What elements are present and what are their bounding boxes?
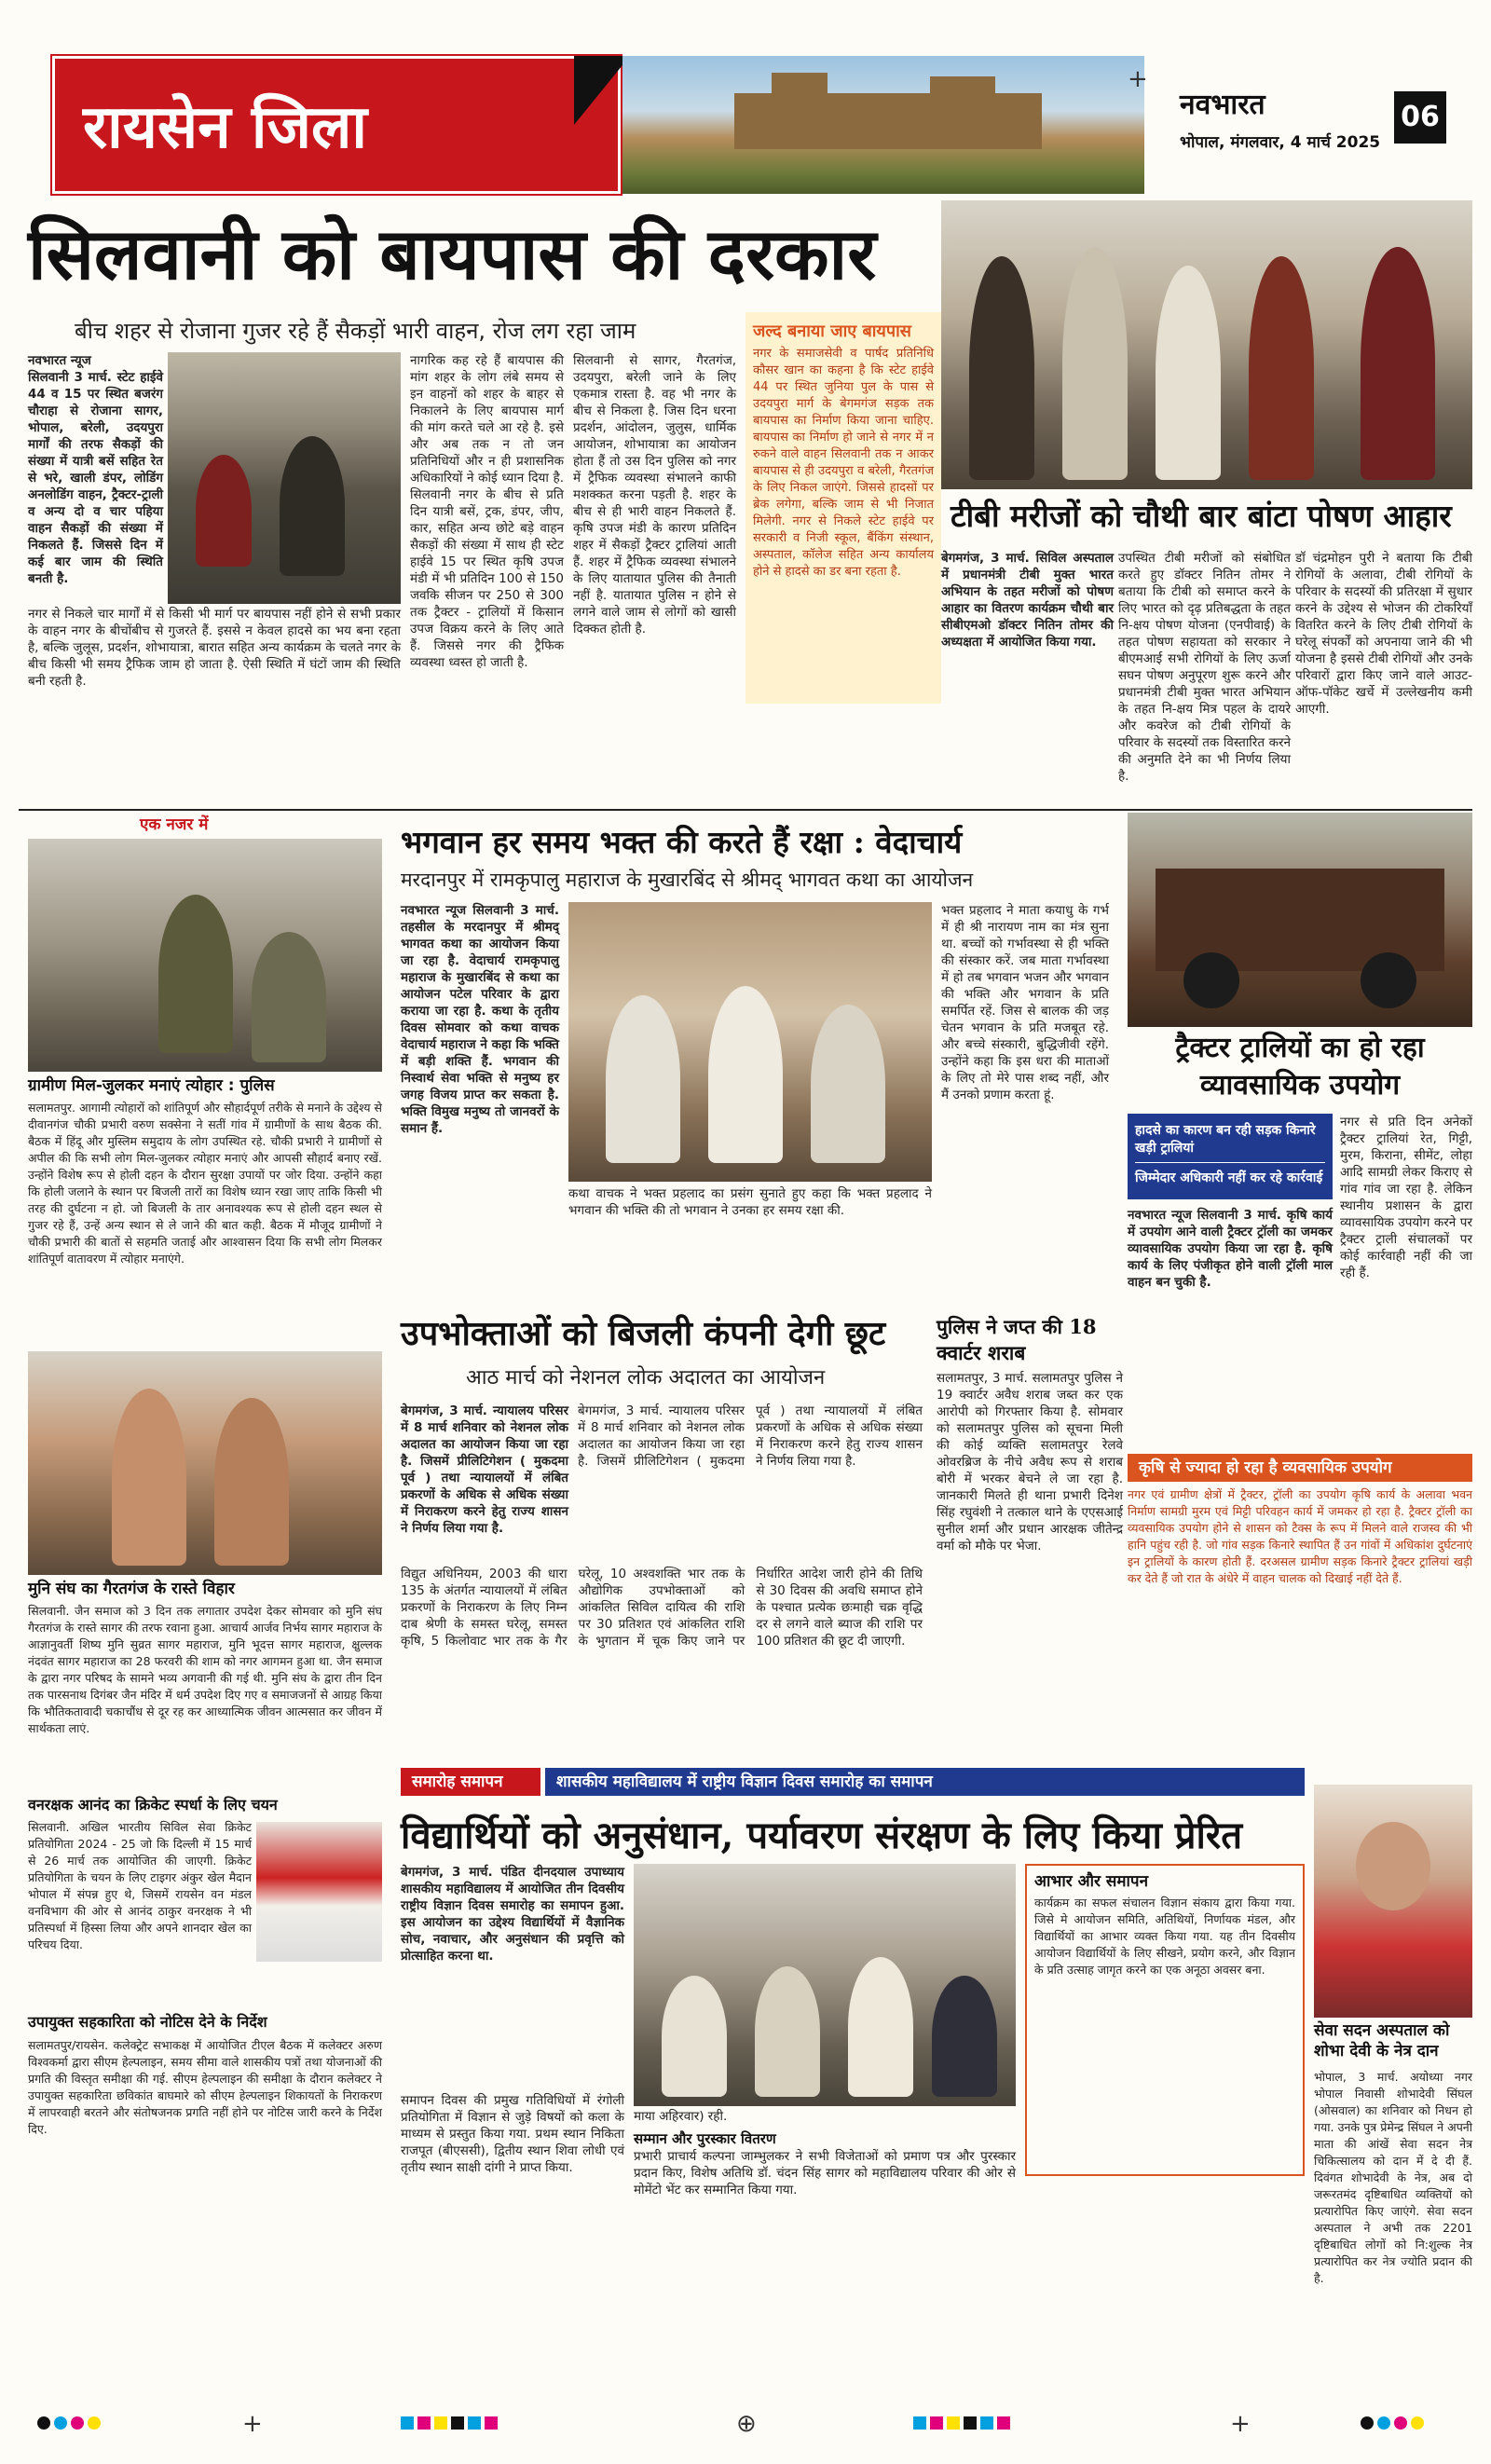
edition-date: भोपाल, मंगलवार, 4 मार्च 2025	[1180, 133, 1381, 152]
police-meeting-photo	[28, 839, 382, 1072]
ek-nazar-label: एक नजर में	[140, 815, 209, 834]
abhar-title: आभार और समापन	[1034, 1872, 1149, 1891]
cricket-title: वनरक्षक आनंद का क्रिकेट स्पर्धा के लिए चयन	[28, 1796, 278, 1814]
page-number: 06	[1394, 91, 1446, 144]
lead-intro: सिलवानी 3 मार्च. स्टेट हाईवे 44 व 15 पर स्थित बजरंग चौराहा से रोजाना सागर, भोपाल, बरेली, उदयपुरा मार्गों की तरफ सैकड़ों की संख्या में यात्री बसें सहित रेत से भरे, खाली डंपर, लोडिंग अनलोडिंग वाहन, ट्रैक्टर-ट्राली व अन्य दो व चार पहिया वाहन सैकड़ों की संख्या में निकलते हैं. जिससे दिन में कई बार जाम की स्थिति बनती है.	[28, 370, 163, 586]
section-title: रायसेन जिला	[52, 56, 621, 194]
bhagwan-subhead: मरदानपुर में रामकृपालु महाराज के मुखारबिंद से श्रीमद् भागवत कथा का आयोजन	[401, 869, 974, 891]
tractor-callout	[1128, 1114, 1333, 1199]
krishi-title: कृषि से ज्यादा हो रहा है व्यवसायिक उपयोग	[1128, 1454, 1472, 1482]
bhagwan-caption: कथा वाचक ने भक्त प्रहलाद का प्रसंग सुनाते हुए कहा कि भक्त प्रहलाद ने भगवान की भक्ति की तो भगवान ने उनका हर समय रक्षा की.	[568, 1186, 932, 1218]
tb-col-3: डॉ चंद्रमोहन पुरी ने बताया कि टीबी रोगियों के अलावा, टीबी रोगियों के परिवार के सदस्यों की प्रतिरक्षा में सुधार करने के उद्देश्य से भोजन की टोकरियाँ वितरित करने के लिए टीबी रोगियों के घरेलू संपर्कों को अपनाया जाने की भी योजना है इससे टीबी रोगियों और उनके परिवारों द्वारा किए जाने वाले आउट-ऑफ-पॉकेट खर्चे में उल्लेखनीय कमी आएगी.	[1295, 551, 1472, 717]
abhar-box	[1025, 1864, 1305, 2176]
callout-1: हादसे का कारण बन रही सड़क किनारे खड़ी ट्रालियां	[1135, 1123, 1316, 1156]
bypass-sidebar	[746, 312, 941, 704]
samaroh-tag: समारोह समापन	[401, 1768, 540, 1796]
shobha-devi-photo	[1314, 1785, 1472, 2018]
lead-dateline: नवभारत न्यूज	[28, 353, 91, 368]
katha-crowd-photo	[568, 902, 932, 1182]
students-photo	[634, 1864, 1016, 2106]
krishi-text: नगर एवं ग्रामीण क्षेत्रों में ट्रैक्टर, ट्रॉली का उपयोग कृषि कार्य के अलावा भवन निर्माण सामग्री मुरम एवं मिट्टी परिवहन कार्य में जमकर हो रहा है. ट्रैक्टर ट्रॉली का व्यवसायिक उपयोग होने से शासन को टैक्स के रूप में मिलने वाले राजस्व की भी हानि पहुंच रही है. जो गांव सड़क किनारे स्थापित हैं उन गांवों में अधिकांश दुर्घटनाएं इन ट्रालियों के कारण होती हैं. दरअसल ग्रामीण सड़क किनारे ट्रैक्टर ट्रालियां खड़ी कर देते हैं जो रात के अंधेरे में वाहन चालक को दिखाई नहीं देते हैं.	[1128, 1487, 1472, 1585]
callout-2: जिम्मेदार अधिकारी नहीं कर रहे कार्रवाई	[1135, 1162, 1325, 1186]
traffic-photo	[168, 352, 401, 604]
tb-headline: टीबी मरीजों को चौथी बार बांटा पोषण आहार	[951, 498, 1452, 534]
vidyarthi-intro: बेगमगंज, 3 मार्च. पंडित दीनदयाल उपाध्याय शासकीय महाविद्यालय में आयोजित तीन दिवसीय राष्ट्रीय विज्ञान दिवस समारोह का समापन हुआ. इस आयोजन का उद्देश्य विद्यार्थियों में वैज्ञानिक सोच, नवाचार, और अनुसंधान की प्रवृत्ति को प्रोत्साहित करना था.	[401, 1865, 624, 1964]
muni-vihar-photo	[28, 1351, 382, 1575]
bhagwan-intro: नवभारत न्यूज सिलवानी 3 मार्च. तहसील के मरदानपुर में श्रीमद् भागवत कथा का आयोजन किया जा रहा है. वेदाचार्य रामकृपालु महाराज के मुखारबिंद से कथा का आयोजन पटेल परिवार के द्वारा कराया जा रहा है. कथा के तृतीय दिवस सोमवार को कथा वाचक वेदाचार्य महाराज ने कहा कि भक्ति में बड़ी शक्ति हैं. भगवान की निस्वार्थ सेवा भक्ति से मनुष्य हर जगह विजय प्राप्त कर सकता है. भक्ति विमुख मनुष्य तो जानवरों के समान हैं.	[401, 903, 559, 1136]
tractor-headline: ट्रैक्टर ट्रालियों का हो रहा व्यावसायिक उपयोग	[1175, 1032, 1425, 1102]
tractor-body: नगर से प्रति दिन अनेकों ट्रैक्टर ट्रालियां रेत, गिट्टी, मुरम, किराना, सीमेंट, लोहा आदि सामग्री लेकर किराए से गांव गांव जा रहा है. लेकिन स्थानीय प्रशासन के द्वारा व्यावसायिक उपयोग करने पर ट्रैक्टर ट्राली संचालकों पर कोई कार्रवाही नहीं की जा रही हैं.	[1340, 1115, 1472, 1280]
bhagwan-headline: भगवान हर समय भक्त की करते हैं रक्षा : वेदाचार्य	[401, 824, 963, 860]
color-registration-bar: + ⊕ +	[0, 2406, 1491, 2443]
bijli-body: विद्युत अधिनियम, 2003 की धारा 135 के अंतर्गत न्यायालयों में लंबित प्रकरणों के निराकरण के लिए निम्न दाब श्रेणी के समस्त घरेलू, समस्त कृषि, 5 किलोवाट भार तक के गैर घरेलू, 10 अश्वशक्ति भार तक के औद्योगिक उपभोक्ताओं को आंकलित सिविल दायित्व की राशि पर 30 प्रतिशत एवं आंकलित राशि के भुगतान में चूक किए जाने पर निर्धारित आदेश जारी होने की तिथि से 30 दिवस की अवधि समाप्त होने के पश्चात प्रत्येक छःमाही चक्र वृद्धि दर से लगने वाले ब्याज की राशि पर 100 प्रतिशत की छूट दी जाएगी.	[401, 1567, 923, 1649]
seva-body: भोपाल, 3 मार्च. अयोध्या नगर भोपाल निवासी शोभादेवी सिंघल (ओसवाल) का शनिवार को निधन हो गया. उनके पुत्र प्रेमेन्द्र सिंघल ने अपनी माता की आंखें सेवा सदन नेत्र चिकित्सालय को दान में दे दी हैं. दिवंगत शोभादेवी के नेत्र, अब दो जरूरतमंद दृष्टिबाधित व्यक्तियों को प्रत्यारोपित किए जाएंगे. सेवा सदन अस्पताल ने अभी तक 2201 दृष्टिबाधित लोगों को नि:शुल्क नेत्र प्रत्यारोपित कर नेत्र ज्योति प्रदान की है.	[1314, 2070, 1472, 2285]
police-text: सलामतपुर. आगामी त्योहारों को शांतिपूर्ण और सौहार्दपूर्ण तरीके से मनाने के उद्देश्य से दीवानगंज चौकी प्रभारी वरुण सक्सेना ने सतीं गांव में ग्रामीणों के साथ बैठक की. बैठक में हिंदू और मुस्लिम समुदाय के लोग उपस्थित रहे. चौकी प्रभारी ने ग्रामीणों से अपील की कि सभी लोग मिल-जुलकर त्योहार मनाएं और आपसी सौहार्द बनाए रखें. उन्होंने विशेष रूप से होली दहन के दौरान सुरक्षा उपायों पर जोर दिया. उन्होंने कहा कि होली जलाने के स्थान पर बिजली तारों का विशेष ध्यान रखा जाए ताकि किसी भी तरह की दुर्घटना न हो. जो बिजली के तार अनावश्यक रूप से होली दहन स्थल से गुजर रहे हैं, उन्हें अन्य स्थान से ले जाने की बात कही. बैठक में मौजूद ग्रामीणों ने चौकी प्रभारी की बातों से सहमति जताई और आश्वासन दिया कि सभी लोग मिलकर शांतिपूर्ण वातावरण में त्योहार मनाएंगे.	[28, 1101, 382, 1266]
samaroh-tag-text: शासकीय महाविद्यालय में राष्ट्रीय विज्ञान दिवस समारोह का समापन	[545, 1768, 1305, 1796]
tractor-intro: नवभारत न्यूज सिलवानी 3 मार्च. कृषि कार्य में उपयोग आने वाली ट्रैक्टर ट्रॉली का जमकर व्यावसायिक उपयोग किया जा रहा है. कृषि कार्य के लिए पंजीकृत होने वाली ट्रॉली माल वाहन बन चुकी है.	[1128, 1208, 1333, 1290]
samman-title: सम्मान और पुरस्कार वितरण	[634, 2130, 776, 2147]
sharab-body: सलामतपुर, 3 मार्च. सलामतपुर पुलिस ने 19 क्वार्टर अवैध शराब जब्त कर एक आरोपी को गिरफ्तार किया है. सोमवार को सलामतपुर पुलिस को सूचना मिली की कोई व्यक्ति सलामतपुर रेलवे ओवरब्रिज के नीचे अवैध रूप से शराब बोरी में भरकर बेचने ले जा रहा है. जानकारी मिलते ही थाना प्रभारी दिनेश सिंह रघुवंशी ने तत्काल थाने के एएसआई सुनील शर्मा और प्रधान आरक्षक जीतेन्द्र वर्मा को मौके पर भेजा.	[937, 1371, 1123, 1554]
bijli-headline: उपभोक्ताओं को बिजली कंपनी देगी छूट	[401, 1314, 886, 1353]
lead-body-3: सिलवानी से सागर, गैरतगंज, उदयपुरा, बरेली जाने के लिए एकमात्र रास्ता है. वह भी नगर के बीच से निकला है. जिस दिन धरना प्रदर्शन, आंदोलन, जुलुस, धार्मिक आयोजन, शोभायात्रा का आयोजन होता हैं तो उस दिन पुलिस को नगर में ट्रैफिक व्यवस्था संभालने काफी मशक्कत करना पड़ती है. शहर के बीच से ही भारी वाहन निकलते हैं. कृषि उपज मंडी के कारण प्रतिदिन शहर में सैकड़ों ट्रैक्टर ट्रालियां आती हैं. शहर में ट्रैफिक व्यवस्था संभालने के लिए यातायात पुलिस की तैनाती नहीं है. यातायात पुलिस न होने से लगने वाले जाम से लोगों को खासी दिक्कत होती है.	[573, 353, 736, 637]
tb-col-1: उपस्थित टीबी मरीजों को संबोधित करते हुए डॉक्टर नितिन तोमर ने बताया कि टीबी को समाप्त करने के लिए भारत को दृढ़ प्रतिबद्धता के तहत नि-क्षय पोषण योजना (एनपीवाई) के तहत पोषण सहायता को सरकार ने बीएमआई सभी रोगियों के लिए ऊर्जा सघन पोषण अनुपूरण शुरू करने और प्रधानमंत्री टीबी मुक्त भारत अभियान के तहत नि-क्षय मित्र पहल के दायरे और कवरेज को टीबी रोगियों के परिवार के सदस्यों तक विस्तारित करने की अनुमति देने का भी निर्णय लिया है.	[1118, 551, 1291, 784]
lead-body-2: नागरिक कह रहे हैं बायपास की मांग शहर के लोग लंबे समय से इन वाहनों को शहर के बाहर से निकालने के लिए बायपास मार्ग की मांग करते चले आ रहे है. इसे और अब तक न तो जन प्रतिनिधियों और न ही प्रशासनिक अधिकारियों ने कोई ध्यान दिया है. सिलवानी नगर के बीच से प्रति दिन यात्री बसें, ट्रक, डंपर, जीप, कार, सहित अन्य छोटे बड़े वाहन सैकड़ों की संख्या में साथ ही स्टेट हाईवे 15 पर स्थित कृषि उपज मंडी में भी प्रतिदिन 100 से 150 जवकि सीजन पर 250 से 300 तक ट्रैक्टर - ट्रालियों में किसान उपज विक्रय करने के लिए आते हैं. जिससे नगर की ट्रैफिक व्यवस्था ध्वस्त हो जाती है.	[410, 353, 564, 670]
bijli-subhead: आठ मार्च को नेशनल लोक अदालत का आयोजन	[466, 1366, 826, 1389]
police-title: ग्रामीण मिल-जुलकर मनाएं त्योहार : पुलिस	[28, 1076, 275, 1095]
muni-title: मुनि संघ का गैरतगंज के रास्ते विहार	[28, 1580, 235, 1598]
tb-group-photo	[941, 200, 1472, 489]
bijli-intro: बेगमगंज, 3 मार्च. न्यायालय परिसर में 8 मार्च शनिवार को नेशनल लोक अदालत का आयोजन किया जा रहा है. जिसमें प्रीलिटिगेशन ( मुकदमा पूर्व ) तथा न्यायालयों में लंबित प्रकरणों के अधिक से अधिक संख्या में निराकरण करने हेतु राज्य शासन ने निर्णय लिया गया है.	[401, 1403, 568, 1536]
tractor-trolley-photo	[1128, 813, 1472, 1027]
sharab-headline: पुलिस ने जप्त की 18 क्वार्टर शराब	[937, 1315, 1097, 1364]
masthead-triangle	[574, 56, 630, 125]
bhagwan-body: भक्त प्रहलाद ने माता कयाधु के गर्भ में ही श्री नारायण नाम का मंत्र सुना था. बच्चों को गर्भावस्था से ही भक्ति की संस्कार करें. जब माता गर्भावस्था में हो तब भगवान भजन और भगवान की भक्ति और भगवान के प्रति समर्पित रहें. जिस से बालक की जड़ चेतन भगवान के प्रति मजबूत रहे. और बच्चे संस्कारी, बुद्धिजीवी रहेंगे. उन्होंने कहा कि इस धरा की माताओं के लिए तो मेरे पास शब्द नहीं, और मैं उनको प्रणाम करता हूं.	[941, 903, 1109, 1102]
brand-logo: नवभारत	[1180, 89, 1265, 121]
masthead	[52, 56, 1469, 194]
registration-mark: +	[1128, 65, 1148, 93]
lead-subhead: बीच शहर से रोजाना गुजर रहे हैं सैकड़ों भारी वाहन, रोज लग रहा जाम	[75, 318, 636, 344]
cricket-text: सिलवानी. अखिल भारतीय सिविल सेवा क्रिकेट प्रतियोगिता 2024 - 25 जो कि दिल्ली में 15 मार्च से 26 मार्च तक आयोजित की जाएगी. क्रिकेट प्रतियोगिता के चयन के लिए टाइगर अंकुर खेल मैदान भोपाल में संपन्न हुए थे, जिसमें रायसेन वन मंडल वनविभाग की ओर से आनंद ठाकुर वनरक्षक ने भी प्रतिस्पर्धा में हिस्सा लिया और अपने शानदार खेल का परिचय दिया.	[28, 1820, 252, 1951]
abhar-text: कार्यक्रम का सफल संचालन विज्ञान संकाय द्वारा किया गया. जिसे मे आयोजन समिति, अतिथियों, निर्णायक मंडल, और विद्यार्थियों का आभार व्यक्त किया गया. यह तीन दिवसीय आयोजन विद्यार्थियों के लिए सीखने, प्रयोग करने, और विज्ञान के प्रति उत्साह जागृत करने का एक अनूठा अवसर बना.	[1034, 1896, 1295, 1977]
divider	[19, 809, 1472, 811]
coop-title: उपायुक्त सहकारिता को नोटिस देने के निर्देश	[28, 2013, 267, 2031]
bijli-body-cont: बेगमगंज, 3 मार्च. न्यायालय परिसर में 8 मार्च शनिवार को नेशनल लोक अदालत का आयोजन किया जा रहा है. जिसमें प्रीलिटिगेशन ( मुकदमा पूर्व ) तथा न्यायालयों में लंबित प्रकरणों के अधिक से अधिक संख्या में निराकरण करने हेतु राज्य शासन ने निर्णय लिया गया है.	[578, 1403, 923, 1469]
sidebar-text: नगर के समाजसेवी व पार्षद प्रतिनिधि कौसर खान का कहना है कि स्टेट हाईवे 44 पर स्थित जुनिया पुल के पास से उदयपुरा मार्ग के बेगमगंज सड़क तक बायपास का निर्माण किया जाना चाहिए. बायपास का निर्माण हो जाने से नगर में न रुकने वाले वाहन सिलवानी तक न आकर बायपास से ही उदयपुरा व बरेली, गैरतगंज के लिए निकल जाएंगे. जिससे हादसों पर ब्रेक लगेगा, बल्कि जाम से भी निजात मिलेगी. नगर से निकले स्टेट हाईवे पर सरकारी व निजी स्कूल, बैंकिंग संस्थान, अस्पताल, कॉलेज सहित अन्य कार्यालय होने से हादसे का डर बना रहता है.	[753, 347, 934, 579]
sidebar-title: जल्द बनाया जाए बायपास	[753, 322, 911, 341]
coop-text: सलामतपुर/रायसेन. कलेक्ट्रेट सभाकक्ष में आयोजित टीएल बैठक में कलेक्टर अरुण विश्वकर्मा द्वारा सीएम हेल्पलाइन, समय सीमा वाले शासकीय पत्रों तथा योजनाओं की प्रगति की विस्तृत समीक्षा की गई. सीएम हेल्पलाइन की समीक्षा के दौरान कलेक्टर ने उपायुक्त सहकारिता छविकांत बाघमारे को सीएम हेल्पलाइन शिकायतों के निराकरण में लापरवाही बरतने और संतोषजनक प्रगति नहीं होने पर नोटिस जारी करने के निर्देश दिए.	[28, 2038, 382, 2136]
lead-headline: सिलवानी को बायपास की दरकार	[28, 212, 877, 295]
vidyarthi-headline: विद्यार्थियों को अनुसंधान, पर्यावरण संरक्षण के लिए किया प्रेरित	[401, 1814, 1243, 1857]
muni-text: सिलवानी. जैन समाज को 3 दिन तक लगातार उपदेश देकर सोमवार को मुनि संघ गैरतगंज के रास्ते सागर की तरफ रवाना हुआ. आचार्य आर्जव निर्भय सागर महाराज के आज्ञानुवर्ती शिष्य मुनि सुव्रत सागर महाराज, मुनि भूदत्त सागर महाराज, क्षुल्लक नंदवंत सागर महाराज का 28 फरवरी की शाम को नगर आगमन हुआ था. जैन समाज के द्वारा नगर परिषद के सामने भव्य अगवानी की गई थी. मुनि संघ के द्वारा तीन दिन तक पारसनाथ दिगंबर जैन मंदिर में धर्म उपदेश दिए गए व समाजजनों से आग्रह किया कि भौतिकतावादी चकाचौंध से दूर रह कर आध्यात्मिक जीवन आत्मसात कर जीवन में सार्थकता लाएं.	[28, 1604, 382, 1735]
tb-intro: बेगमगंज, 3 मार्च. सिविल अस्पताल में प्रधानमंत्री टीबी मुक्त भारत अभियान के तहत मरीजों को पोषण आहार का वितरण कार्यक्रम चौथी बार सीबीएमओ डॉक्टर नितिन तोमर की अध्यक्षता में आयोजित किया गया.	[941, 551, 1114, 650]
seva-title: सेवा सदन अस्पताल को शोभा देवी के नेत्र दान	[1314, 2021, 1450, 2060]
lead-body-1: नगर से निकले चार मार्गों में से किसी भी मार्ग पर बायपास नहीं होने से सभी प्रकार के वाहन नगर के बीचोंबीच से गुजरते हैं. इससे न केवल हादसे का भय बना रहता है, बल्कि जुलूस, प्रदर्शन, शोभायात्रा, बारात सहित अन्य कार्यक्रम के चलते नगर के बीच किसी भी समय ट्रैफिक जाम हो जाता है. ऐसी स्थिति में घंटों जाम की स्थिति बनी रहती है.	[28, 607, 401, 689]
samman-text: प्रभारी प्राचार्य कल्पना जाम्भुलकर ने सभी विजेताओं को प्रमाण पत्र और पुरस्कार प्रदान किए, विशेष अतिथि डॉ. चंदन सिंह सागर को महाविद्यालय परिवार की ओर से मोमेंटो भेंट कर सम्मानित किया गया.	[634, 2149, 1016, 2197]
photo-caption: माया अहिरवार) रही.	[634, 2109, 728, 2124]
vidyarthi-body: समापन दिवस की प्रमुख गतिविधियों में रंगोली प्रतियोगिता में विज्ञान से जुड़े विषयों को कला के माध्यम से प्रस्तुत किया गया. प्रथम स्थान निकिता राजपूत (बीएससी), द्वितीय स्थान शिवा लोधी एवं तृतीय स्थान साक्षी दांगी ने प्राप्त किया.	[401, 2093, 624, 2175]
masthead-fort-photo	[622, 56, 1144, 194]
cricketer-photo	[256, 1822, 382, 1962]
